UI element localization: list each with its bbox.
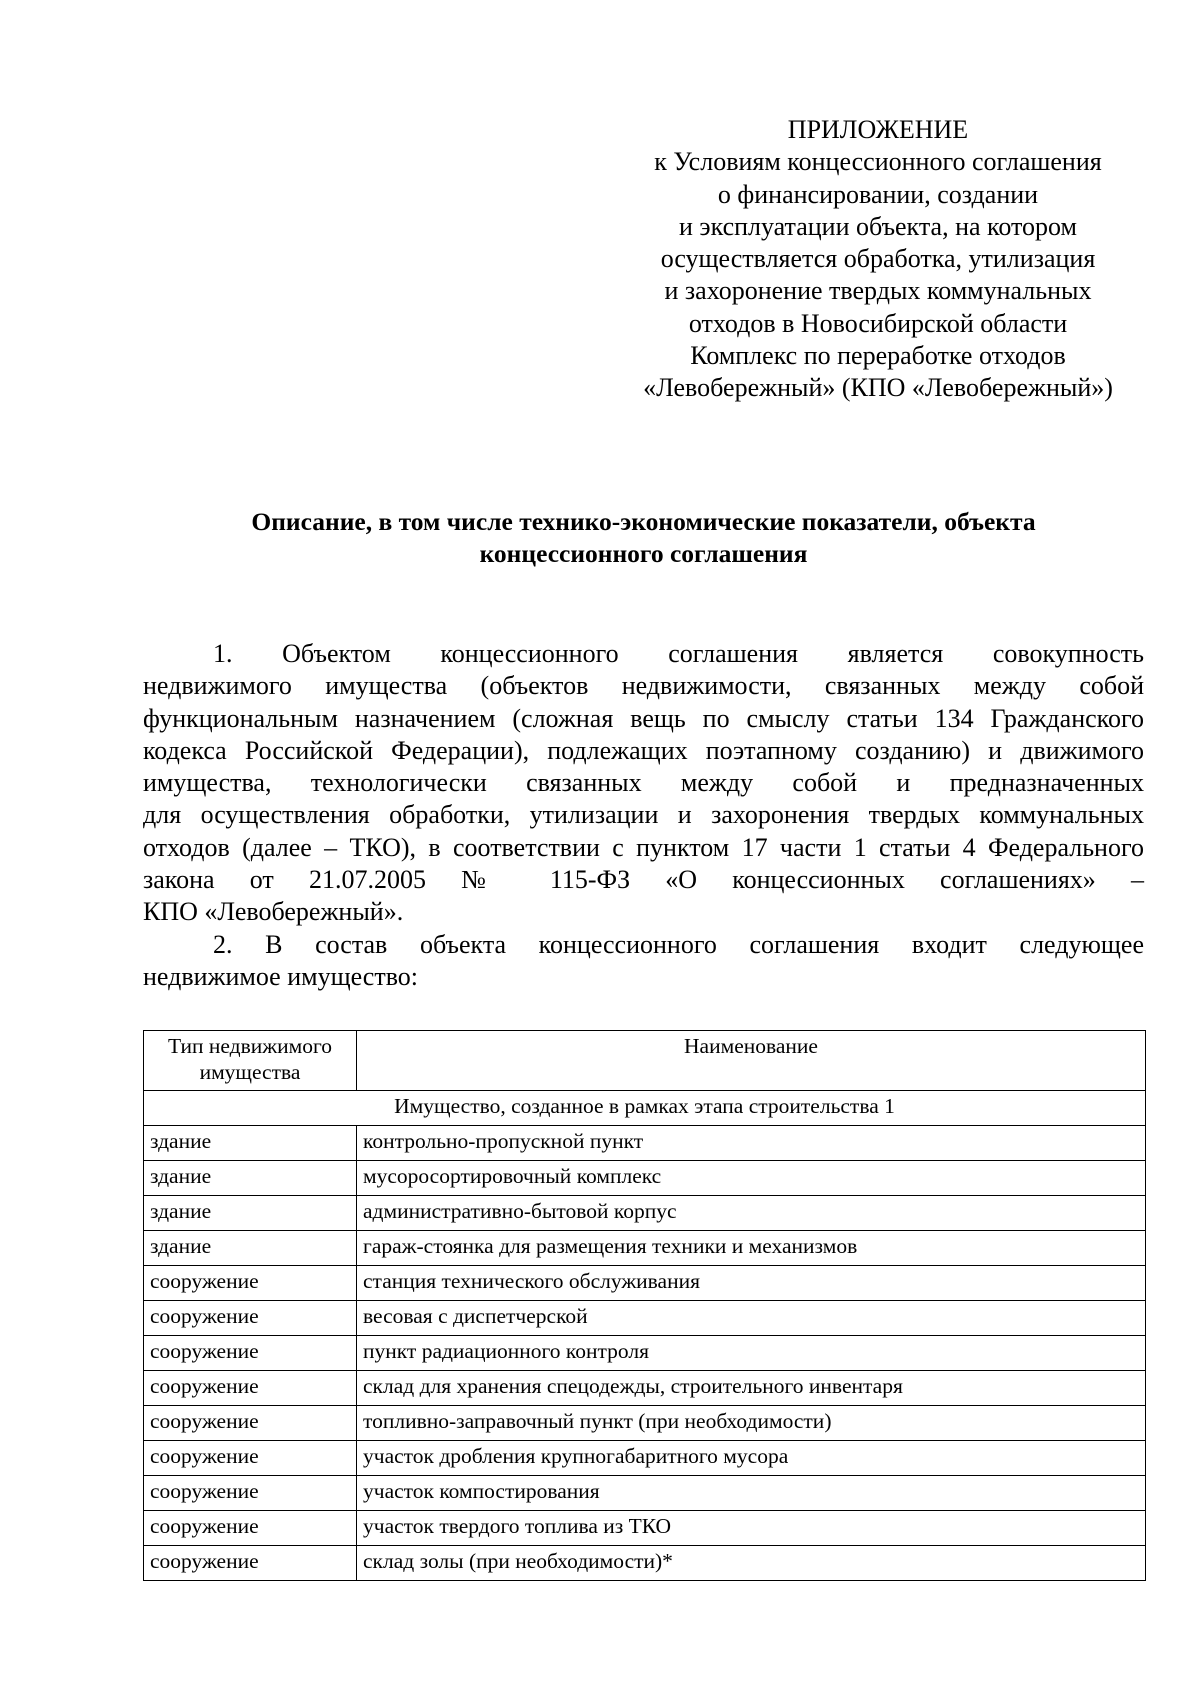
type-cell: здание	[144, 1161, 357, 1196]
table-row	[144, 1231, 1146, 1266]
type-cell: сооружение	[144, 1406, 357, 1441]
table-row	[144, 1336, 1146, 1371]
paragraph-line: кодекса Российской Федерации), подлежащих поэтапному созданию) и движимого	[143, 735, 1144, 765]
name-cell: участок дробления крупногабаритного мусора	[357, 1441, 1146, 1476]
paragraph-line: недвижимого имущества (объектов недвижимости, связанных между собой	[143, 671, 1144, 701]
paragraph-1	[143, 638, 1144, 929]
table-row	[144, 1441, 1146, 1476]
title-line: Описание, в том числе технико-экономические показатели, объекта	[251, 507, 1036, 536]
table-header-row	[144, 1031, 1146, 1091]
table-row	[144, 1371, 1146, 1406]
type-cell: сооружение	[144, 1301, 357, 1336]
appendix-line: и эксплуатации объекта, на котором	[679, 211, 1077, 241]
paragraph-line: 1. Объектом концессионного соглашения является совокупность	[213, 639, 1144, 668]
table-row	[144, 1126, 1146, 1161]
paragraph-line: функциональным назначением (сложная вещь по смыслу статьи 134 Гражданского	[143, 703, 1144, 733]
property-table	[143, 1030, 1146, 1581]
name-cell: участок твердого топлива из ТКО	[357, 1511, 1146, 1546]
type-cell: сооружение	[144, 1371, 357, 1406]
type-cell: сооружение	[144, 1511, 357, 1546]
appendix-line: о финансировании, создании	[717, 179, 1039, 209]
name-cell: мусоросортировочный комплекс	[357, 1161, 1146, 1196]
column-header-name: Наименование	[357, 1031, 1146, 1091]
name-cell: контрольно-пропускной пункт	[357, 1126, 1146, 1161]
paragraph-2	[143, 929, 1144, 994]
appendix-heading: ПРИЛОЖЕНИЕ	[787, 115, 969, 144]
table-row	[144, 1266, 1146, 1301]
paragraph-line: закона от 21.07.2005 № 115-ФЗ «О концессионных соглашениях» –	[143, 865, 1144, 895]
paragraph-line: имущества, технологически связанных между собой и предназначенных	[143, 768, 1144, 798]
appendix-line: осуществляется обработка, утилизация	[660, 244, 1096, 274]
appendix-block	[612, 114, 1144, 405]
type-cell: здание	[144, 1196, 357, 1231]
paragraph-line: для осуществления обработки, утилизации и захоронения твердых коммунальных	[143, 800, 1144, 830]
appendix-line: Комплекс по переработке отходов	[690, 341, 1066, 371]
name-cell: весовая с диспетчерской	[357, 1301, 1146, 1336]
paragraph-line: отходов (далее – ТКО), в соответствии с пунктом 17 части 1 статьи 4 Федерального	[143, 832, 1144, 862]
type-cell: здание	[144, 1231, 357, 1266]
section-cell: Имущество, созданное в рамках этапа строительства 1	[144, 1091, 1146, 1126]
name-cell: гараж-стоянка для размещения техники и механизмов	[357, 1231, 1146, 1266]
paragraph-line: КПО «Левобережный».	[143, 897, 404, 927]
appendix-line: «Левобережный» (КПО «Левобережный»)	[643, 373, 1113, 403]
type-cell: сооружение	[144, 1476, 357, 1511]
column-header-type: Тип недвижимого имущества	[144, 1031, 357, 1091]
appendix-line: к Условиям концессионного соглашения	[654, 147, 1102, 177]
name-cell: склад золы (при необходимости)*	[357, 1546, 1146, 1581]
table-section-row	[144, 1091, 1146, 1126]
table-row	[144, 1511, 1146, 1546]
type-cell: здание	[144, 1126, 357, 1161]
name-cell: станция технического обслуживания	[357, 1266, 1146, 1301]
name-cell: участок компостирования	[357, 1476, 1146, 1511]
name-cell: склад для хранения спецодежды, строительного инвентаря	[357, 1371, 1146, 1406]
paragraph-line: 2. В состав объекта концессионного соглашения входит следующее	[213, 930, 1144, 959]
table-row	[144, 1546, 1146, 1581]
type-cell: сооружение	[144, 1546, 357, 1581]
table-body	[144, 1091, 1146, 1581]
type-cell: сооружение	[144, 1336, 357, 1371]
appendix-line: и захоронение твердых коммунальных	[664, 276, 1092, 306]
table-row	[144, 1196, 1146, 1231]
name-cell: топливно-заправочный пункт (при необходимости)	[357, 1406, 1146, 1441]
name-cell: пункт радиационного контроля	[357, 1336, 1146, 1371]
appendix-line: отходов в Новосибирской области	[688, 308, 1068, 338]
table-row	[144, 1161, 1146, 1196]
name-cell: административно-бытовой корпус	[357, 1196, 1146, 1231]
paragraph-line: недвижимое имущество:	[143, 962, 419, 992]
table-row	[144, 1406, 1146, 1441]
type-cell: сооружение	[144, 1266, 357, 1301]
document-title	[143, 506, 1144, 570]
type-cell: сооружение	[144, 1441, 357, 1476]
table-row	[144, 1476, 1146, 1511]
title-line: концессионного соглашения	[479, 539, 808, 568]
table-row	[144, 1301, 1146, 1336]
